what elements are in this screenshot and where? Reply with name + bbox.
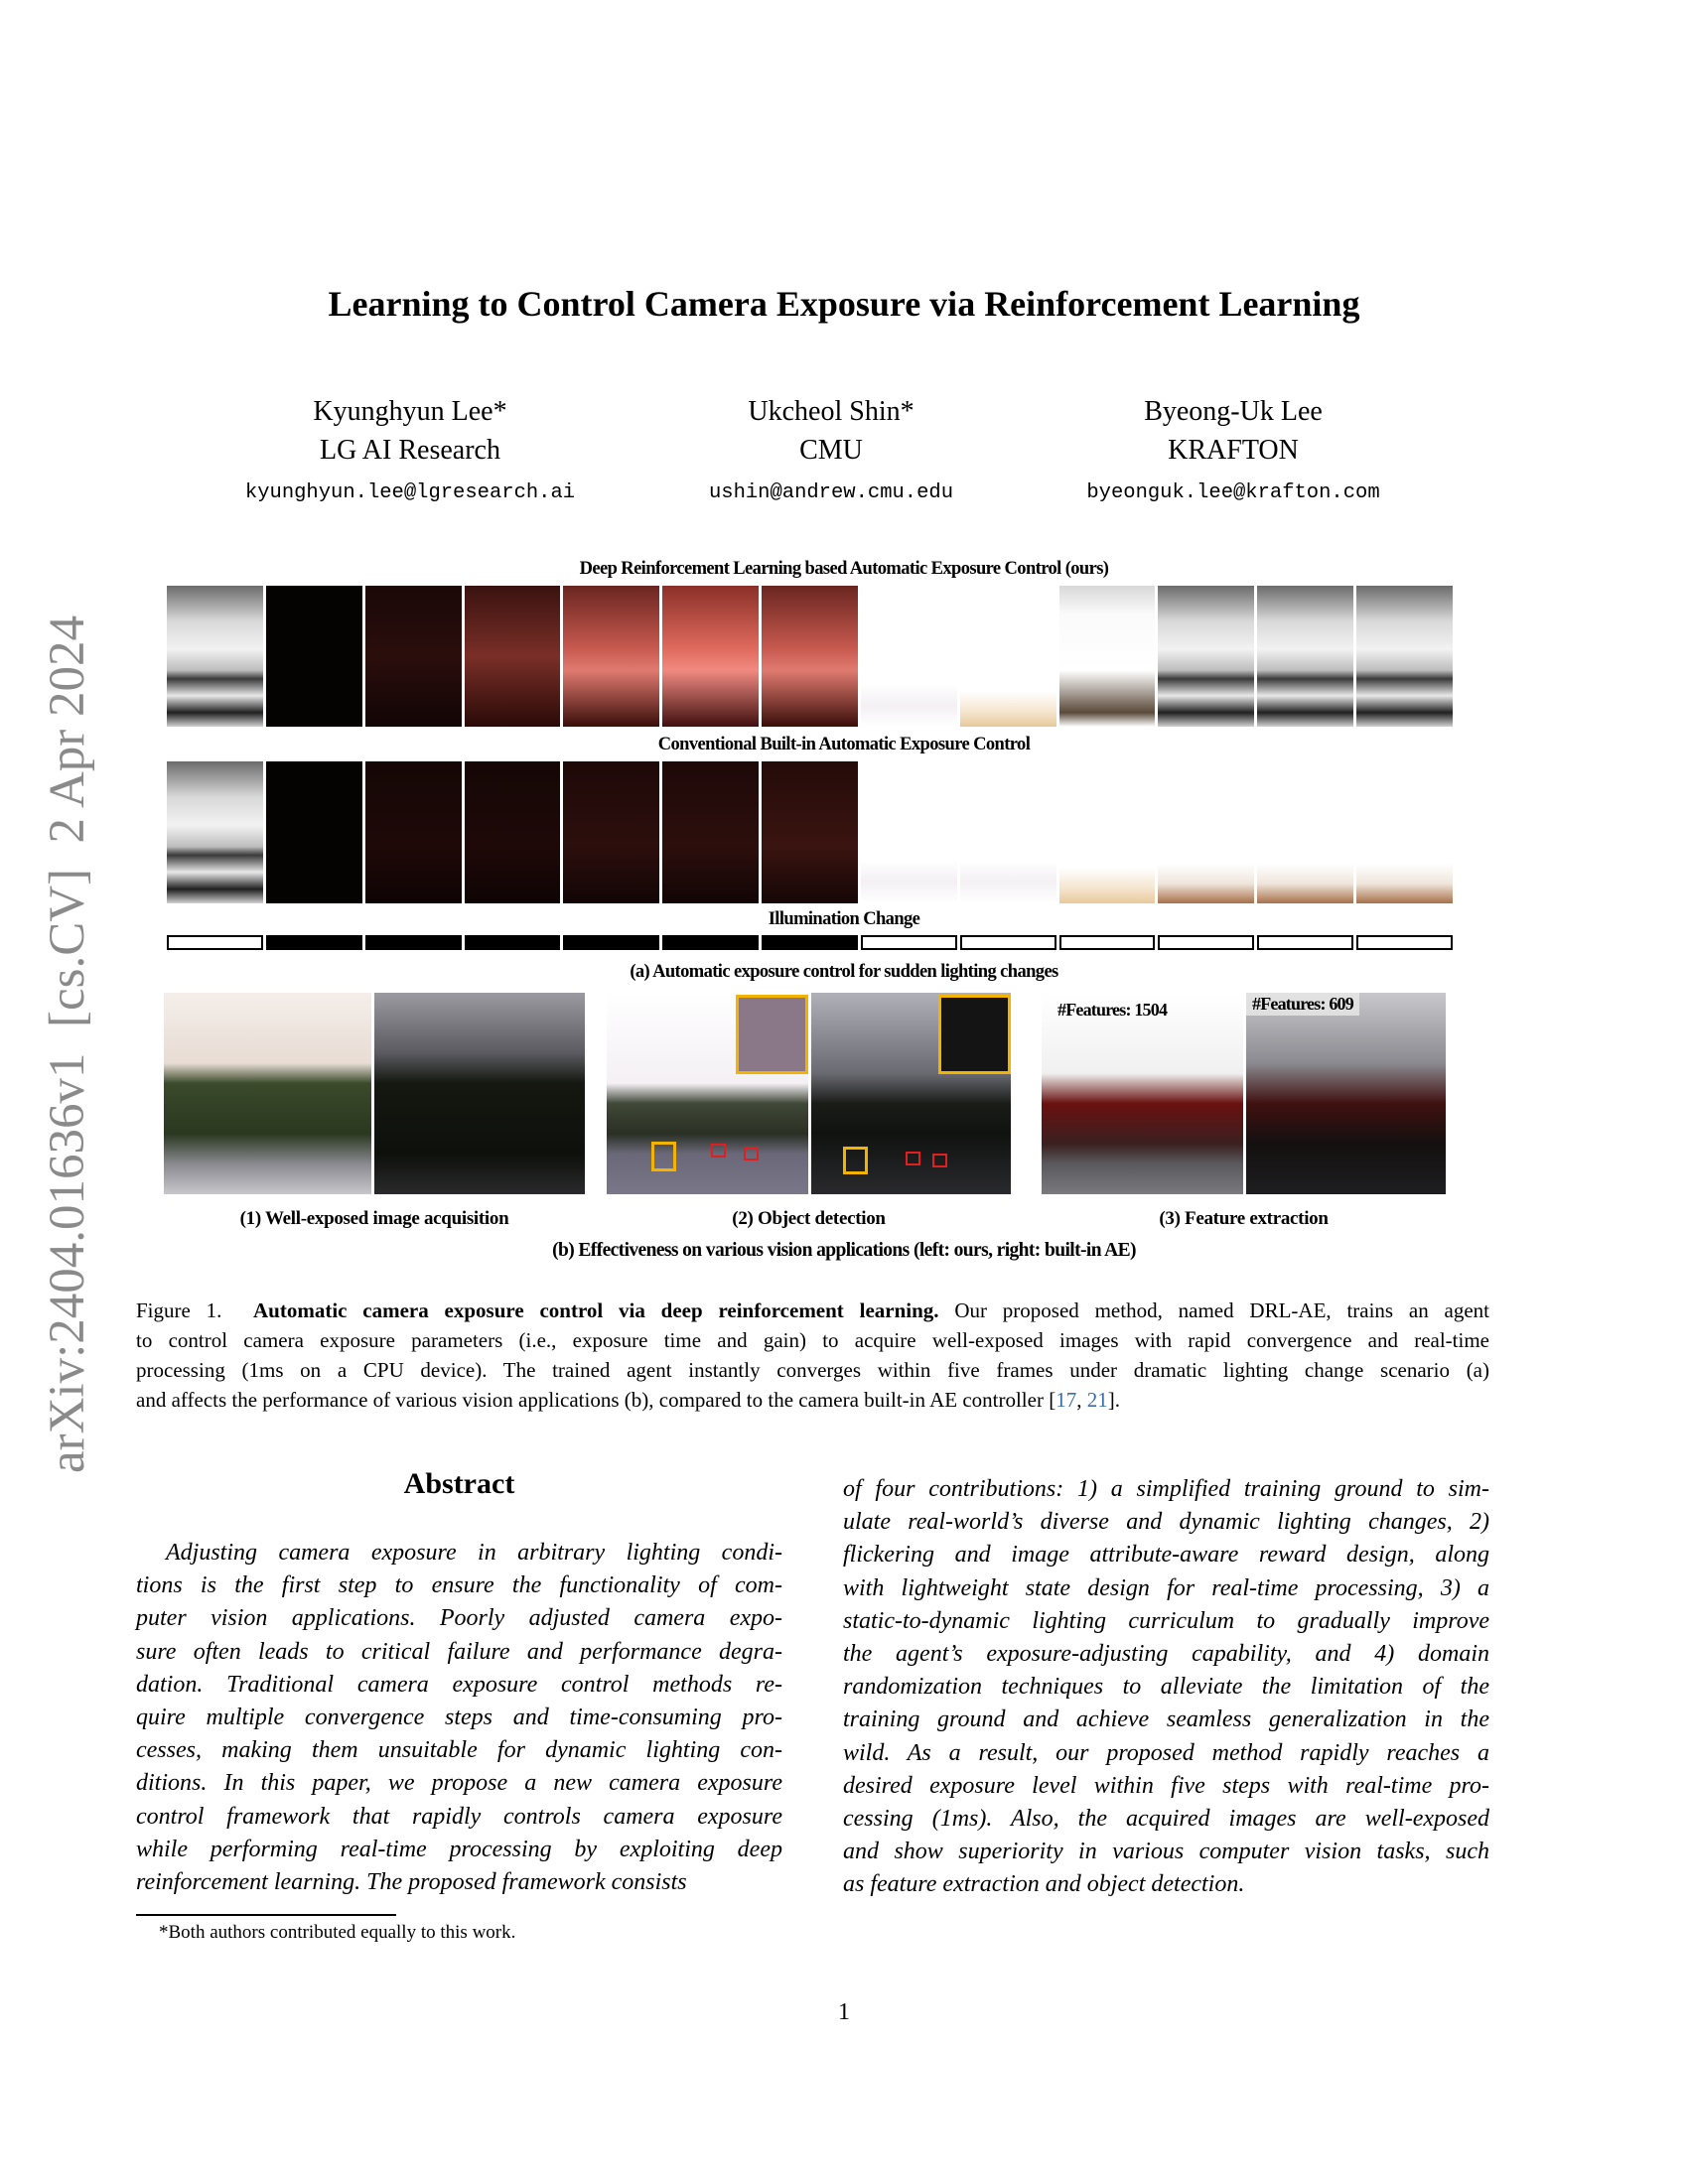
frame-image: [167, 761, 263, 903]
abstract-line: puter vision applications. Poorly adjusted camera expo-: [136, 1605, 782, 1632]
caption-text: ,: [1076, 1388, 1087, 1412]
illumination-bar-light: [1356, 935, 1453, 950]
caption-line: to control camera exposure parameters (i.e., exposure time and gain) to acquire well-exposed images with rapid convergence and real-time: [136, 1328, 1489, 1352]
subcaption-3: (3) Feature extraction: [1159, 1208, 1329, 1229]
abstract-line: static-to-dynamic lighting curriculum to gradually improve: [843, 1607, 1489, 1634]
row2-label: Conventional Built-in Automatic Exposure Control: [657, 735, 1031, 754]
abstract-line: with lightweight state design for real-time processing, 3) a: [843, 1574, 1489, 1601]
author-name: Kyunghyun Lee*: [313, 396, 507, 427]
abstract-line: as feature extraction and object detection.: [843, 1871, 1245, 1898]
frame-image: [365, 761, 462, 903]
part-a-caption: (a) Automatic exposure control for sudden lighting changes: [630, 962, 1058, 982]
author-name: Byeong-Uk Lee: [1144, 396, 1323, 427]
caption-title: Automatic camera exposure control via deep reinforcement learning.: [253, 1298, 939, 1322]
frame-image: [266, 586, 362, 727]
illumination-bar-dark: [762, 935, 858, 950]
citation-link[interactable]: 17: [1055, 1388, 1077, 1412]
object-detection-ours-image: [607, 993, 808, 1194]
frame-image: [762, 761, 858, 903]
author-email[interactable]: ushin@andrew.cmu.edu: [708, 481, 954, 504]
detection-box: [711, 1144, 726, 1158]
zoom-inset: [736, 995, 808, 1074]
caption-text: ].: [1107, 1388, 1120, 1412]
abstract-line: cessing (1ms). Also, the acquired images are well-exposed: [843, 1806, 1489, 1833]
illumination-bar-light: [1257, 935, 1353, 950]
illumination-bar-dark: [563, 935, 659, 950]
frame-image: [167, 586, 263, 727]
feature-extraction-builtin-image: [1246, 993, 1446, 1194]
subcaption-1: (1) Well-exposed image acquisition: [239, 1208, 509, 1229]
abstract-line: the agent’s exposure-adjusting capability, and 4) domain: [843, 1641, 1489, 1668]
well-exposed-builtin-image: [374, 993, 585, 1194]
frame-image: [465, 761, 561, 903]
illumination-bar-light: [1059, 935, 1156, 950]
frame-image: [1257, 761, 1353, 903]
author-2: [613, 392, 1050, 512]
detection-box: [932, 1154, 947, 1167]
detection-box: [651, 1142, 676, 1171]
frame-image: [563, 586, 659, 727]
illumination-bar-light: [1158, 935, 1254, 950]
abstract-line: while performing real-time processing by exploiting deep: [136, 1836, 782, 1862]
citation-link[interactable]: 21: [1086, 1388, 1108, 1412]
subcaption-2: (2) Object detection: [732, 1208, 886, 1229]
part-b-caption: (b) Effectiveness on various vision applications (left: ours, right: built-in AE): [552, 1240, 1136, 1261]
frame-image: [1059, 586, 1156, 727]
illumination-bar-dark: [365, 935, 462, 950]
abstract-line: Adjusting camera exposure in arbitrary lighting condi-: [166, 1540, 782, 1566]
abstract-line: ulate real-world’s diverse and dynamic lighting changes, 2): [843, 1509, 1489, 1536]
frame-image: [1158, 586, 1254, 727]
frame-image: [861, 586, 957, 727]
author-affiliation: CMU: [799, 435, 863, 466]
abstract-right-column: [843, 1473, 1489, 1902]
frame-image: [1158, 761, 1254, 903]
zoom-inset: [938, 995, 1011, 1074]
illumination-label: Illumination Change: [768, 909, 920, 929]
frame-image: [861, 761, 957, 903]
illumination-bar-light: [167, 935, 263, 950]
illumination-bars: [167, 935, 1453, 950]
abstract-line: control framework that rapidly controls camera exposure: [136, 1803, 782, 1830]
frame-image: [762, 586, 858, 727]
feature-extraction-ours-image: [1042, 993, 1243, 1194]
detection-box: [906, 1152, 920, 1165]
abstract-line: tions is the first step to ensure the functionality of com-: [136, 1572, 782, 1599]
abstract-line: wild. As a result, our proposed method rapidly reaches a: [843, 1739, 1489, 1766]
frame-image: [662, 586, 759, 727]
author-email[interactable]: kyunghyun.lee@lgresearch.ai: [244, 481, 576, 504]
caption-line: processing (1ms on a CPU device). The trained agent instantly converges within five frames under dramatic lighting change scenario (a): [136, 1358, 1489, 1382]
detection-box: [843, 1147, 868, 1174]
author-affiliation: KRAFTON: [1168, 435, 1299, 466]
detection-box: [744, 1147, 759, 1160]
figure-number: Figure 1.: [136, 1298, 222, 1322]
object-detection-builtin-image: [811, 993, 1011, 1194]
frame-image: [960, 761, 1056, 903]
frame-image: [662, 761, 759, 903]
abstract-line: reinforcement learning. The proposed framework consists: [136, 1869, 687, 1896]
frame-image: [960, 586, 1056, 727]
abstract-line: and show superiority in various computer vision tasks, such: [843, 1839, 1489, 1865]
well-exposed-ours-image: [164, 993, 371, 1194]
author-name: Ukcheol Shin*: [748, 396, 914, 427]
frame-image: [1257, 586, 1353, 727]
abstract-line: of four contributions: 1) a simplified training ground to sim-: [843, 1476, 1489, 1502]
drl-ae-image-sequence: [167, 586, 1453, 727]
frame-image: [1356, 586, 1453, 727]
illumination-bar-dark: [662, 935, 759, 950]
illumination-bar-dark: [465, 935, 561, 950]
page-number: 1: [838, 1999, 850, 2025]
abstract-line: dation. Traditional camera exposure control methods re-: [136, 1671, 782, 1698]
paper-title: Learning to Control Camera Exposure via Reinforcement Learning: [328, 284, 1360, 324]
author-affiliation: LG AI Research: [320, 435, 500, 466]
abstract-line: cesses, making them unsuitable for dynamic lighting con-: [136, 1737, 782, 1764]
footnote: *Both authors contributed equally to this work.: [159, 1922, 516, 1943]
abstract-line: flickering and image attribute-aware reward design, along: [843, 1542, 1489, 1569]
abstract-line: ditions. In this paper, we propose a new camera exposure: [136, 1770, 782, 1797]
feature-count-label: #Features: 1504: [1057, 1000, 1168, 1020]
illumination-bar-light: [960, 935, 1056, 950]
abstract-line: desired exposure level within five steps with real-time pro-: [843, 1772, 1489, 1799]
caption-text: and affects the performance of various vision applications (b), compared to the camera built-in AE controller [: [136, 1388, 1056, 1412]
abstract-line: sure often leads to critical failure and performance degra-: [136, 1638, 782, 1665]
frame-image: [365, 586, 462, 727]
author-1: [192, 392, 629, 512]
illumination-bar-light: [861, 935, 957, 950]
feature-count-label: #Features: 609: [1246, 993, 1359, 1016]
abstract-heading: Abstract: [403, 1467, 515, 1500]
figure-caption: [136, 1296, 1489, 1415]
frame-image: [1356, 761, 1453, 903]
abstract-line: quire multiple convergence steps and time-consuming pro-: [136, 1705, 782, 1731]
frame-image: [465, 586, 561, 727]
author-email[interactable]: byeonguk.lee@krafton.com: [1086, 481, 1380, 504]
arxiv-identifier: arXiv:2404.01636v1 [cs.CV] 2 Apr 2024: [40, 614, 95, 1474]
abstract-line: randomization techniques to alleviate the limitation of the: [843, 1674, 1489, 1701]
row1-label: Deep Reinforcement Learning based Automatic Exposure Control (ours): [579, 559, 1109, 579]
frame-image: [1059, 761, 1156, 903]
frame-image: [266, 761, 362, 903]
abstract-line: training ground and achieve seamless generalization in the: [843, 1706, 1489, 1733]
builtin-ae-image-sequence: [167, 761, 1453, 903]
caption-text: Our proposed method, named DRL-AE, trains an agent: [954, 1298, 1490, 1322]
abstract-left-column: [136, 1537, 782, 1899]
illumination-bar-dark: [266, 935, 362, 950]
author-3: [1015, 392, 1452, 512]
frame-image: [563, 761, 659, 903]
footnote-rule: [136, 1914, 396, 1916]
